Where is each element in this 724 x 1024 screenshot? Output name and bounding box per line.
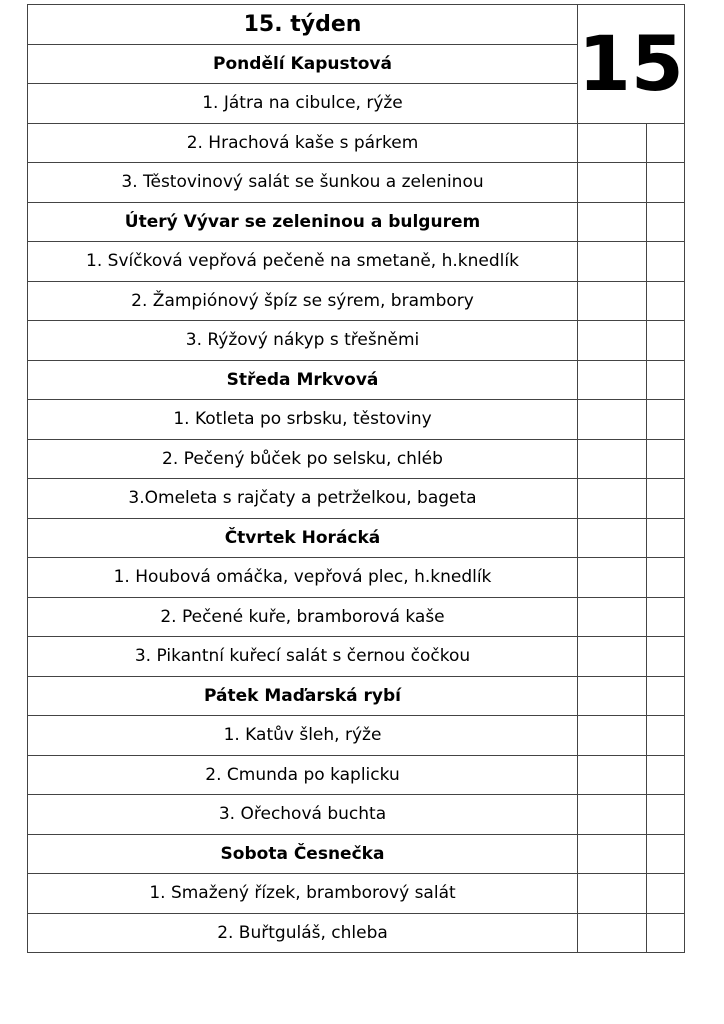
check-box-cell[interactable]	[646, 558, 684, 598]
dish-label: 3. Ořechová buchta	[28, 795, 578, 835]
dish-row	[28, 795, 685, 835]
dish-label: 2. Pečený bůček po selsku, chléb	[28, 439, 578, 479]
check-box-cell[interactable]	[578, 834, 647, 874]
dish-row	[28, 874, 685, 914]
dish-label: 2. Hrachová kaše s párkem	[28, 123, 578, 163]
dish-label: 1. Smažený řízek, bramborový salát	[28, 874, 578, 914]
dish-row	[28, 716, 685, 756]
day-soup-label: Pondělí Kapustová	[28, 44, 578, 84]
week-title: 15. týden	[28, 5, 578, 45]
day-header-row	[28, 360, 685, 400]
check-box-cell[interactable]	[646, 479, 684, 519]
check-box-cell[interactable]	[646, 913, 684, 953]
check-box-cell[interactable]	[646, 637, 684, 677]
check-box-cell[interactable]	[646, 518, 684, 558]
week-title-row	[28, 5, 685, 45]
weekly-menu-table	[27, 4, 685, 953]
dish-row	[28, 281, 685, 321]
check-box-cell[interactable]	[578, 795, 647, 835]
check-box-cell[interactable]	[578, 716, 647, 756]
check-box-cell[interactable]	[578, 123, 647, 163]
dish-label: 1. Katův šleh, rýže	[28, 716, 578, 756]
check-box-cell[interactable]	[646, 400, 684, 440]
check-box-cell[interactable]	[578, 637, 647, 677]
dish-label: 1. Houbová omáčka, vepřová plec, h.knedlík	[28, 558, 578, 598]
check-box-cell[interactable]	[646, 874, 684, 914]
check-box-cell[interactable]	[646, 676, 684, 716]
check-box-cell[interactable]	[646, 716, 684, 756]
day-soup-label: Čtvrtek Horácká	[28, 518, 578, 558]
week-number: 15	[578, 5, 685, 124]
dish-label: 1. Játra na cibulce, rýže	[28, 84, 578, 124]
check-box-cell[interactable]	[646, 834, 684, 874]
check-box-cell[interactable]	[578, 321, 647, 361]
check-box-cell[interactable]	[646, 439, 684, 479]
check-box-cell[interactable]	[578, 163, 647, 203]
dish-row	[28, 123, 685, 163]
check-box-cell[interactable]	[646, 163, 684, 203]
day-soup-label: Sobota Česnečka	[28, 834, 578, 874]
dish-label: 3. Pikantní kuřecí salát s černou čočkou	[28, 637, 578, 677]
check-box-cell[interactable]	[646, 281, 684, 321]
day-header-row	[28, 676, 685, 716]
dish-row	[28, 597, 685, 637]
check-box-cell[interactable]	[646, 360, 684, 400]
check-box-cell[interactable]	[578, 518, 647, 558]
check-box-cell[interactable]	[578, 202, 647, 242]
dish-label: 2. Pečené kuře, bramborová kaše	[28, 597, 578, 637]
dish-row	[28, 637, 685, 677]
check-box-cell[interactable]	[578, 281, 647, 321]
check-box-cell[interactable]	[578, 439, 647, 479]
dish-label: 1. Kotleta po srbsku, těstoviny	[28, 400, 578, 440]
check-box-cell[interactable]	[646, 321, 684, 361]
check-box-cell[interactable]	[646, 123, 684, 163]
dish-row	[28, 558, 685, 598]
check-box-cell[interactable]	[578, 360, 647, 400]
dish-label: 3. Rýžový nákyp s třešněmi	[28, 321, 578, 361]
dish-row	[28, 400, 685, 440]
dish-label: 3. Těstovinový salát se šunkou a zeleninou	[28, 163, 578, 203]
check-box-cell[interactable]	[578, 755, 647, 795]
dish-label: 3.Omeleta s rajčaty a petrželkou, bageta	[28, 479, 578, 519]
check-box-cell[interactable]	[646, 795, 684, 835]
dish-label: 1. Svíčková vepřová pečeně na smetaně, h.knedlík	[28, 242, 578, 282]
dish-label: 2. Cmunda po kaplicku	[28, 755, 578, 795]
dish-row	[28, 321, 685, 361]
check-box-cell[interactable]	[578, 400, 647, 440]
check-box-cell[interactable]	[578, 913, 647, 953]
check-box-cell[interactable]	[578, 479, 647, 519]
check-box-cell[interactable]	[578, 597, 647, 637]
check-box-cell[interactable]	[578, 558, 647, 598]
dish-label: 2. Žampiónový špíz se sýrem, brambory	[28, 281, 578, 321]
day-soup-label: Pátek Maďarská rybí	[28, 676, 578, 716]
check-box-cell[interactable]	[578, 676, 647, 716]
dish-row	[28, 755, 685, 795]
check-box-cell[interactable]	[646, 242, 684, 282]
dish-row	[28, 439, 685, 479]
day-soup-label: Úterý Vývar se zeleninou a bulgurem	[28, 202, 578, 242]
check-box-cell[interactable]	[646, 202, 684, 242]
check-box-cell[interactable]	[578, 242, 647, 282]
dish-row	[28, 913, 685, 953]
day-header-row	[28, 518, 685, 558]
day-header-row	[28, 202, 685, 242]
day-header-row	[28, 834, 685, 874]
dish-label: 2. Buřtguláš, chleba	[28, 913, 578, 953]
dish-row	[28, 479, 685, 519]
day-soup-label: Středa Mrkvová	[28, 360, 578, 400]
check-box-cell[interactable]	[578, 874, 647, 914]
check-box-cell[interactable]	[646, 597, 684, 637]
dish-row	[28, 242, 685, 282]
check-box-cell[interactable]	[646, 755, 684, 795]
dish-row	[28, 163, 685, 203]
